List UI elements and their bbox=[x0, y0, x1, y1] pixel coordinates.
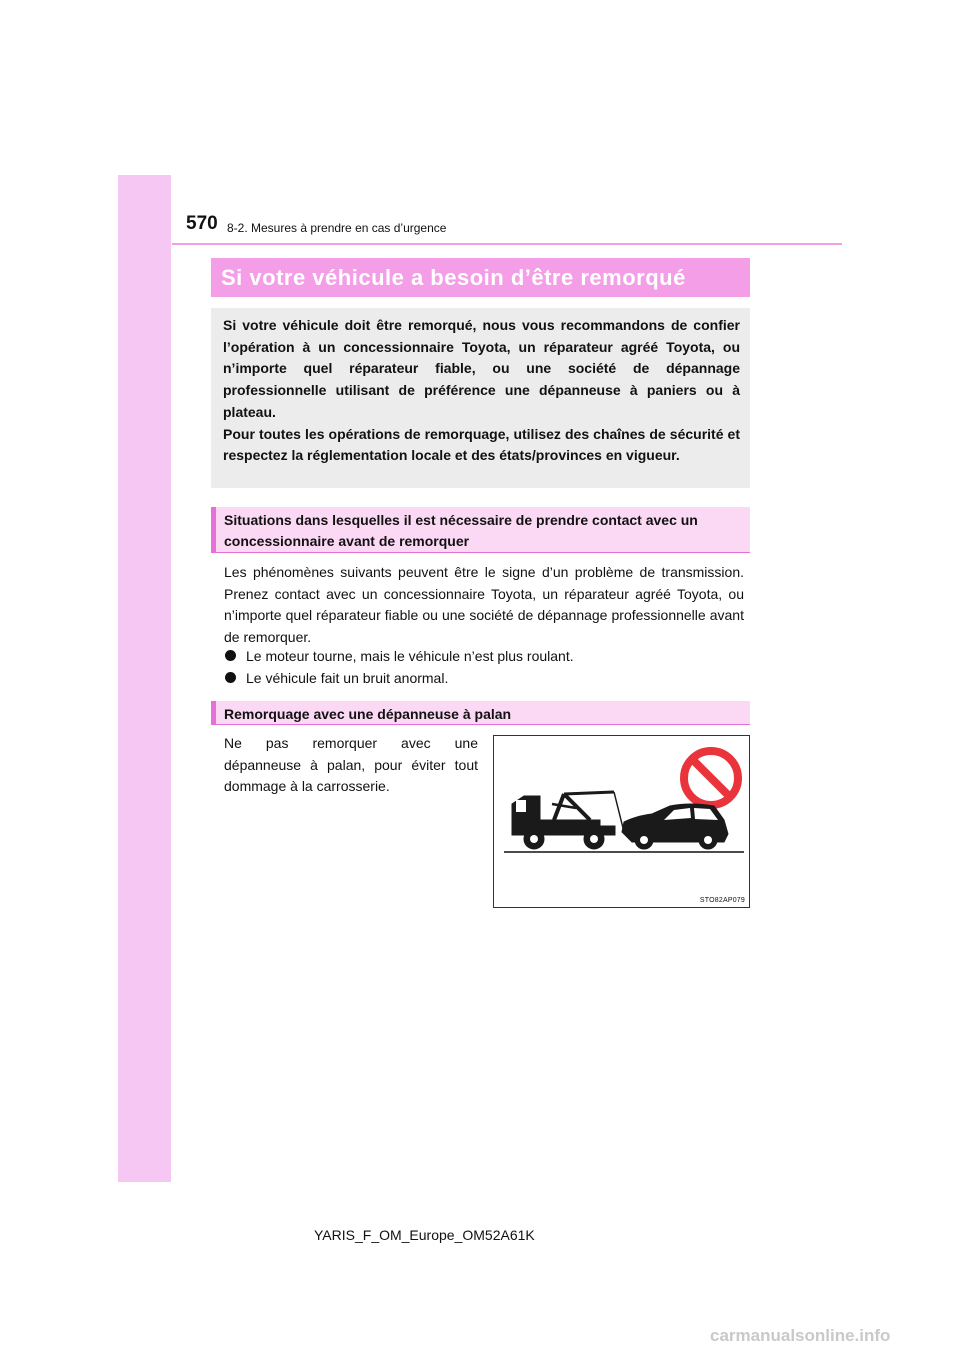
wheel-lift-tow-paragraph bbox=[224, 733, 478, 798]
list-item bbox=[224, 667, 744, 688]
section-breadcrumb: 8-2. Mesures à prendre en cas d’urgence bbox=[227, 221, 447, 235]
list-item-text: Le moteur tourne, mais le véhicule n’est plus roulant. bbox=[246, 647, 574, 664]
bullet-dot-icon bbox=[225, 672, 236, 683]
tow-truck-illustration bbox=[493, 735, 750, 908]
contact-dealer-heading: Situations dans lesquelles il est nécessaire de prendre contact avec un concessionnaire avant de remorquer bbox=[211, 507, 750, 553]
watermark-text: carmanualsonline.info bbox=[710, 1326, 891, 1345]
contact-dealer-paragraph bbox=[224, 562, 744, 648]
tow-truck-icon bbox=[512, 792, 624, 849]
list-item-text: Le véhicule fait un bruit anormal. bbox=[246, 669, 449, 686]
page-number: 570 bbox=[186, 213, 218, 234]
symptom-list bbox=[224, 645, 744, 689]
illustration-code: STO82AP079 bbox=[699, 897, 745, 904]
list-item bbox=[224, 645, 744, 666]
contact-dealer-text: Les phénomènes suivants peuvent être le signe d’un problème de transmission. Prenez contact avec un concessionnaire Toyota, un réparateur agréé Toyota, ou n’importe quel réparateur fiable ou une société de dépannage professionnelle avant de remorquer. bbox=[224, 564, 744, 645]
wheel-lift-tow-text: Ne pas remorquer avec une dépanneuse à palan, pour éviter tout dommage à la carrosserie. bbox=[224, 735, 478, 794]
document-id: YARIS_F_OM_Europe_OM52A61K bbox=[314, 1227, 535, 1243]
intro-box bbox=[211, 308, 750, 488]
tow-truck-drawing bbox=[494, 736, 749, 907]
intro-paragraph-1: Si votre véhicule doit être remorqué, nous vous recommandons de confier l’opération à un concessionnaire Toyota, un réparateur agréé Toyota, ou n’importe quel réparateur fiable, ou une société de dépannage professionnelle utilisant de préférence une dépanneuse à paniers ou à plateau. bbox=[223, 317, 740, 420]
prohibition-icon bbox=[684, 751, 738, 805]
intro-paragraph-2: Pour toutes les opérations de remorquage, utilisez des chaînes de sécurité et respectez la réglementation locale et des états/provinces en vigueur. bbox=[223, 425, 740, 464]
header-divider bbox=[172, 243, 842, 245]
page-title: Si votre véhicule a besoin d’être remorqué bbox=[211, 258, 750, 297]
wheel-lift-tow-heading: Remorquage avec une dépanneuse à palan bbox=[211, 701, 750, 725]
bullet-dot-icon bbox=[225, 650, 236, 661]
side-tab-bar bbox=[118, 175, 171, 1182]
towed-car-icon bbox=[622, 804, 728, 849]
